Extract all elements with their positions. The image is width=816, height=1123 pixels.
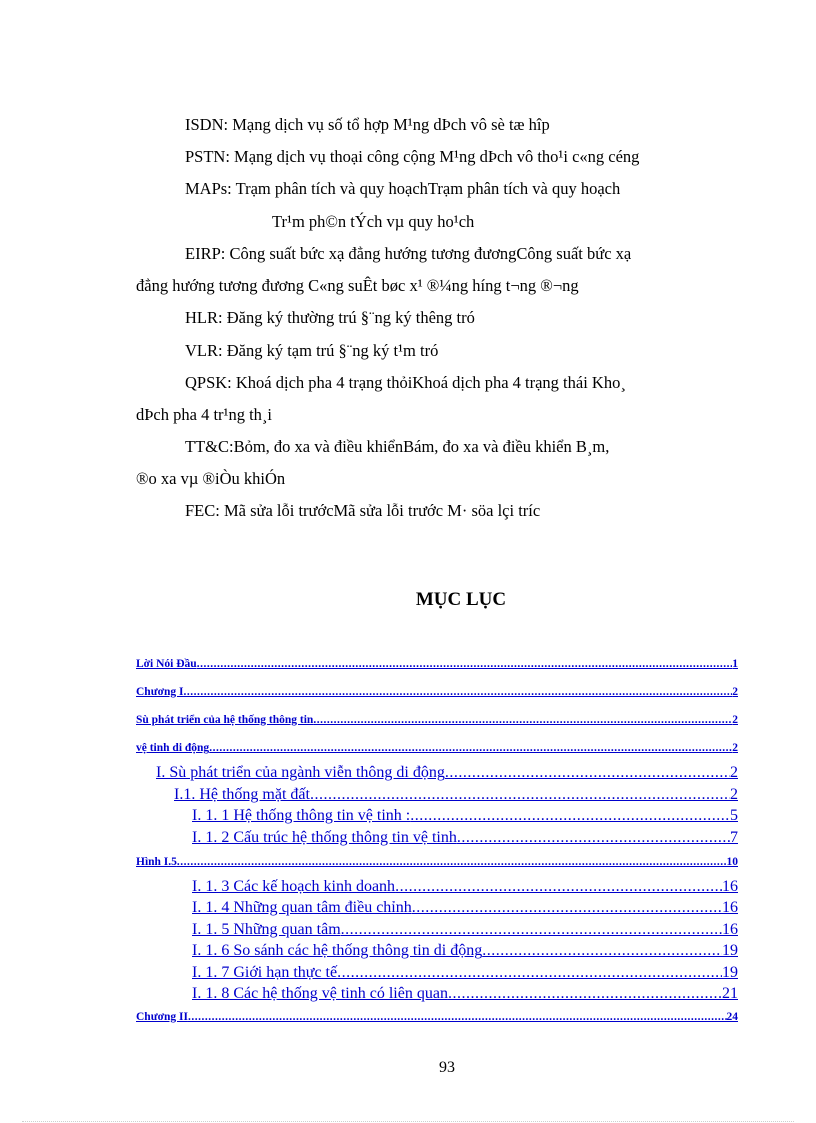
toc-leader-dots	[310, 786, 730, 804]
toc-leader-dots	[313, 714, 732, 726]
toc-entry-label: Hình I.5	[136, 856, 177, 868]
toc-entry-label: Chương I	[136, 686, 184, 698]
toc-entry-chuong-2[interactable]	[136, 1003, 738, 1023]
toc-entry-label: I. 1. 7 Giới hạn thực tế	[192, 964, 338, 981]
abbreviation-line: QPSK: Khoá dịch pha 4 trạng thỏiKhoá dịch pha 4 trạng thái Kho¸	[185, 373, 626, 392]
toc-entry-label: Chương II	[136, 1011, 188, 1023]
toc-entry-section-1-1-8[interactable]	[192, 983, 738, 1003]
toc-page-number: 19	[722, 942, 738, 959]
toc-leader-dots	[188, 1011, 727, 1023]
abbreviation-line: ®o xa vµ ®iÒu khiÓn	[136, 469, 286, 488]
toc-entry-section-1-1-3[interactable]	[192, 876, 738, 896]
abbreviation-line: MAPs: Trạm phân tích và quy hoạchTrạm phân tích và quy hoạch	[185, 179, 621, 198]
toc-page-number: 2	[730, 764, 738, 781]
toc-page-number: 24	[726, 1011, 738, 1023]
toc-leader-dots	[197, 658, 733, 670]
abbreviation-line: PSTN: Mạng dịch vụ thoại công cộng M¹ng dÞch vô tho¹i c«ng céng	[185, 147, 640, 166]
toc-entry-label: Sù phát triển của hệ thống thông tin	[136, 714, 314, 726]
toc-leader-dots	[341, 921, 722, 939]
toc-entry-label: I. 1. 5 Những quan tâm	[192, 921, 341, 938]
toc-page-number: 2	[732, 742, 738, 754]
toc-page-number: 1	[732, 658, 738, 670]
toc-leader-dots	[209, 742, 732, 754]
toc-entry-label: I. 1. 6 So sánh các hệ thống thông tin di động	[192, 942, 483, 959]
toc-entry-label: I. 1. 4 Những quan tâm điều chỉnh	[192, 899, 412, 916]
toc-leader-dots	[457, 829, 730, 847]
toc-page-number: 10	[726, 856, 738, 868]
toc-entry-section-1-1-6[interactable]	[192, 940, 738, 960]
abbreviation-line: EIRP: Công suất bức xạ đẳng hướng tương đươngCông suất bức xạ	[185, 244, 632, 263]
toc-entry-label: I. Sù phát triển của ngành viễn thông di động	[156, 764, 445, 781]
page-bottom-rule	[22, 1121, 794, 1122]
toc-entry-label: I. 1. 2 Cấu trúc hệ thống thông tin vệ tinh	[192, 829, 457, 846]
toc-page-number: 21	[722, 985, 738, 1002]
abbreviation-line: FEC: Mã sửa lỗi trướcMã sửa lỗi trước M· söa lçi tríc	[185, 501, 541, 520]
toc-leader-dots	[445, 764, 730, 782]
toc-leader-dots	[482, 942, 722, 960]
toc-page-number: 16	[722, 899, 738, 916]
toc-title: MỤC LỤC	[415, 589, 507, 610]
toc-entry-label: Lời Nói Đầu	[136, 658, 197, 670]
toc-leader-dots	[410, 807, 730, 825]
toc-entry-section-1-1-2[interactable]	[192, 827, 738, 847]
toc-entry-section-1-1[interactable]	[174, 784, 738, 804]
toc-entry-section-1-1-5[interactable]	[192, 919, 738, 939]
toc-leader-dots	[412, 899, 722, 917]
toc-entry-section-1[interactable]	[156, 762, 738, 782]
toc-entry-loi-noi-dau[interactable]	[136, 650, 738, 670]
abbreviation-line: ISDN: Mạng dịch vụ số tổ hợp M¹ng dÞch vô sè tæ hîp	[185, 115, 550, 134]
toc-page-number: 2	[732, 714, 738, 726]
toc-entry-section-1-1-7[interactable]	[192, 962, 738, 982]
toc-entry-label: I. 1. 8 Các hệ thống vệ tinh có liên quan	[192, 985, 448, 1002]
toc-page-number: 16	[722, 921, 738, 938]
toc-entry-label: vệ tinh di động	[136, 742, 210, 754]
abbreviation-line: HLR: Đăng ký thường trú §¨ng ký thêng tró	[185, 308, 475, 327]
toc-entry-section-1-1-1[interactable]	[192, 805, 738, 825]
toc-page-number: 2	[732, 686, 738, 698]
toc-entry-label: I. 1. 3 Các kế hoạch kinh doanh	[192, 878, 396, 895]
toc-entry-chuong-1[interactable]	[136, 678, 738, 698]
toc-leader-dots	[177, 856, 727, 868]
abbreviation-line: Tr¹m ph©n tÝch vµ quy ho¹ch	[272, 212, 475, 231]
toc-entry-section-1-1-4[interactable]	[192, 897, 738, 917]
toc-entry-label: I. 1. 1 Hệ thống thông tin vệ tinh :	[192, 807, 411, 824]
toc-leader-dots	[183, 686, 732, 698]
toc-leader-dots	[448, 985, 722, 1003]
abbreviation-line: dÞch pha 4 tr¹ng th¸i	[136, 405, 273, 424]
toc-page-number: 16	[722, 878, 738, 895]
toc-page-number: 2	[730, 786, 738, 803]
abbreviation-line: VLR: Đăng ký tạm trú §¨ng ký t¹m tró	[185, 341, 439, 360]
toc-entry-hinh-1-5[interactable]	[136, 848, 738, 868]
toc-entry-ve-tinh-di-dong[interactable]	[136, 734, 738, 754]
toc-entry-label: I.1. Hệ thống mặt đất	[174, 786, 310, 803]
abbreviation-line: đẳng hướng tương đương C«ng suÊt bøc x¹ ®¼ng híng t¬ng ®¬ng	[136, 276, 579, 295]
toc-leader-dots	[337, 964, 722, 982]
toc-page-number: 19	[722, 964, 738, 981]
toc-leader-dots	[395, 878, 722, 896]
abbreviation-line: TT&C:Bỏm, đo xa và điều khiểnBám, đo xa và điều khiển B¸m,	[185, 437, 610, 456]
page-number: 93	[439, 1059, 455, 1076]
toc-page-number: 5	[730, 807, 738, 824]
toc-page-number: 7	[730, 829, 738, 846]
toc-entry-su-phat-trien[interactable]	[136, 706, 738, 726]
